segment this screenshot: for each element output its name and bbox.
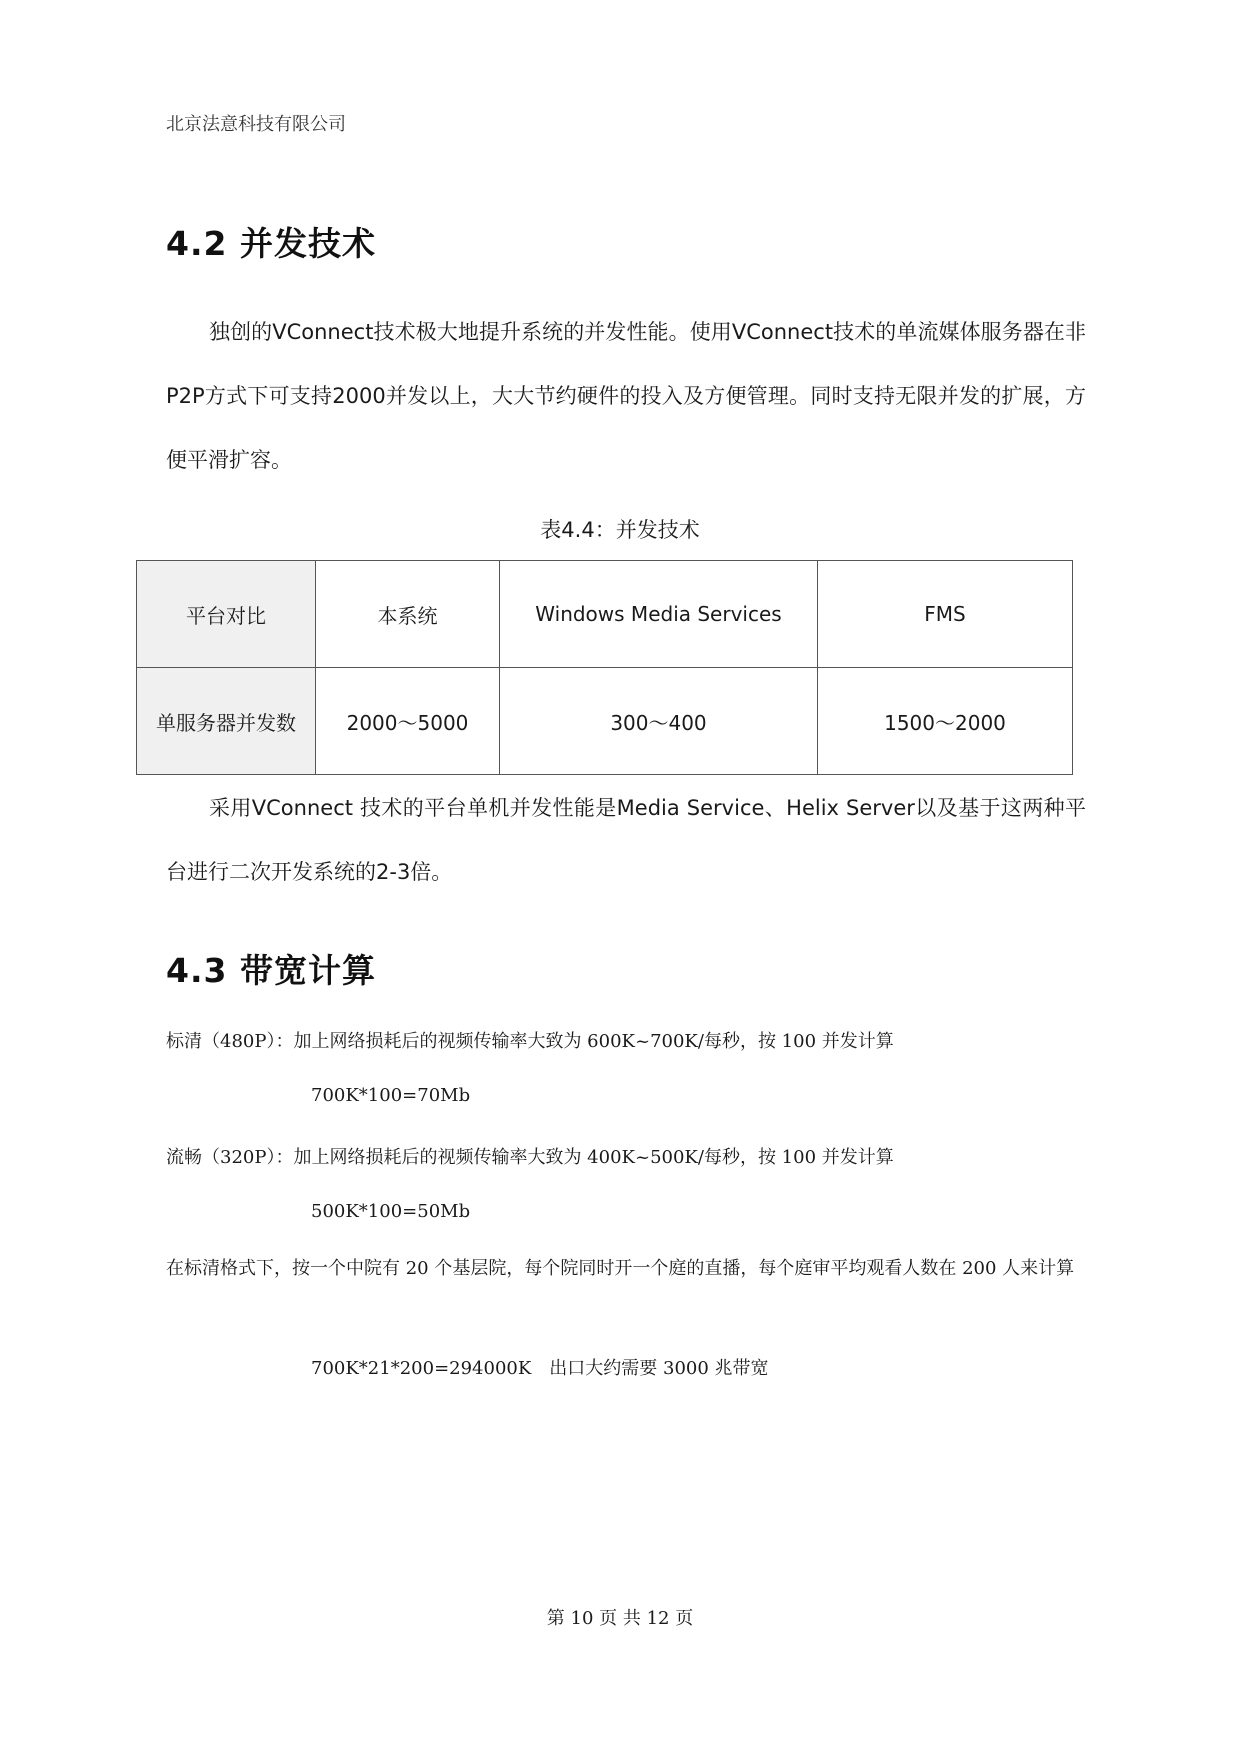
table-cell: 平台对比 — [137, 561, 316, 668]
concurrency-table — [136, 560, 1073, 775]
paragraph-after-table: 采用VConnect 技术的平台单机并发性能是Media Service、Helix Server以及基于这两种平台进行二次开发系统的2-3倍。 — [166, 796, 1086, 884]
scenario-calculation: 700K*21*200=294000K 出口大约需要 3000 兆带宽 — [311, 1358, 769, 1379]
sd-bandwidth-line: 标清（480P）：加上网络损耗后的视频传输率大致为 600K~700K/每秒，按 100 并发计算 — [166, 1031, 894, 1052]
table-cell: 1500～2000 — [818, 668, 1073, 775]
table-cell: Windows Media Services — [500, 561, 818, 668]
table-row — [137, 668, 1073, 775]
sd-calculation: 700K*100=70Mb — [311, 1085, 471, 1106]
page-footer: 第 10 页 共 12 页 — [546, 1608, 694, 1629]
table-header-row — [137, 561, 1073, 668]
heading-4-3: 4.3 带宽计算 — [166, 951, 376, 990]
table-cell: 2000～5000 — [316, 668, 500, 775]
heading-4-2: 4.2 并发技术 — [166, 224, 376, 263]
table-cell: 本系统 — [316, 561, 500, 668]
page-header-company: 北京法意科技有限公司 — [166, 114, 346, 135]
table-caption: 表4.4：并发技术 — [540, 518, 700, 542]
smooth-calculation: 500K*100=50Mb — [311, 1201, 471, 1222]
table-cell: FMS — [818, 561, 1073, 668]
table-cell: 单服务器并发数 — [137, 668, 316, 775]
smooth-bandwidth-line: 流畅（320P）：加上网络损耗后的视频传输率大致为 400K~500K/每秒，按 100 并发计算 — [166, 1147, 894, 1168]
paragraph-concurrency: 独创的VConnect技术极大地提升系统的并发性能。使用VConnect技术的单流媒体服务器在非P2P方式下可支持2000并发以上，大大节约硬件的投入及方便管理。同时支持无限并发的扩展，方便平滑扩容。 — [166, 320, 1086, 472]
table-cell: 300～400 — [500, 668, 818, 775]
scenario-paragraph: 在标清格式下，按一个中院有 20 个基层院，每个院同时开一个庭的直播，每个庭审平均观看人数在 200 人来计算 — [166, 1258, 1075, 1279]
